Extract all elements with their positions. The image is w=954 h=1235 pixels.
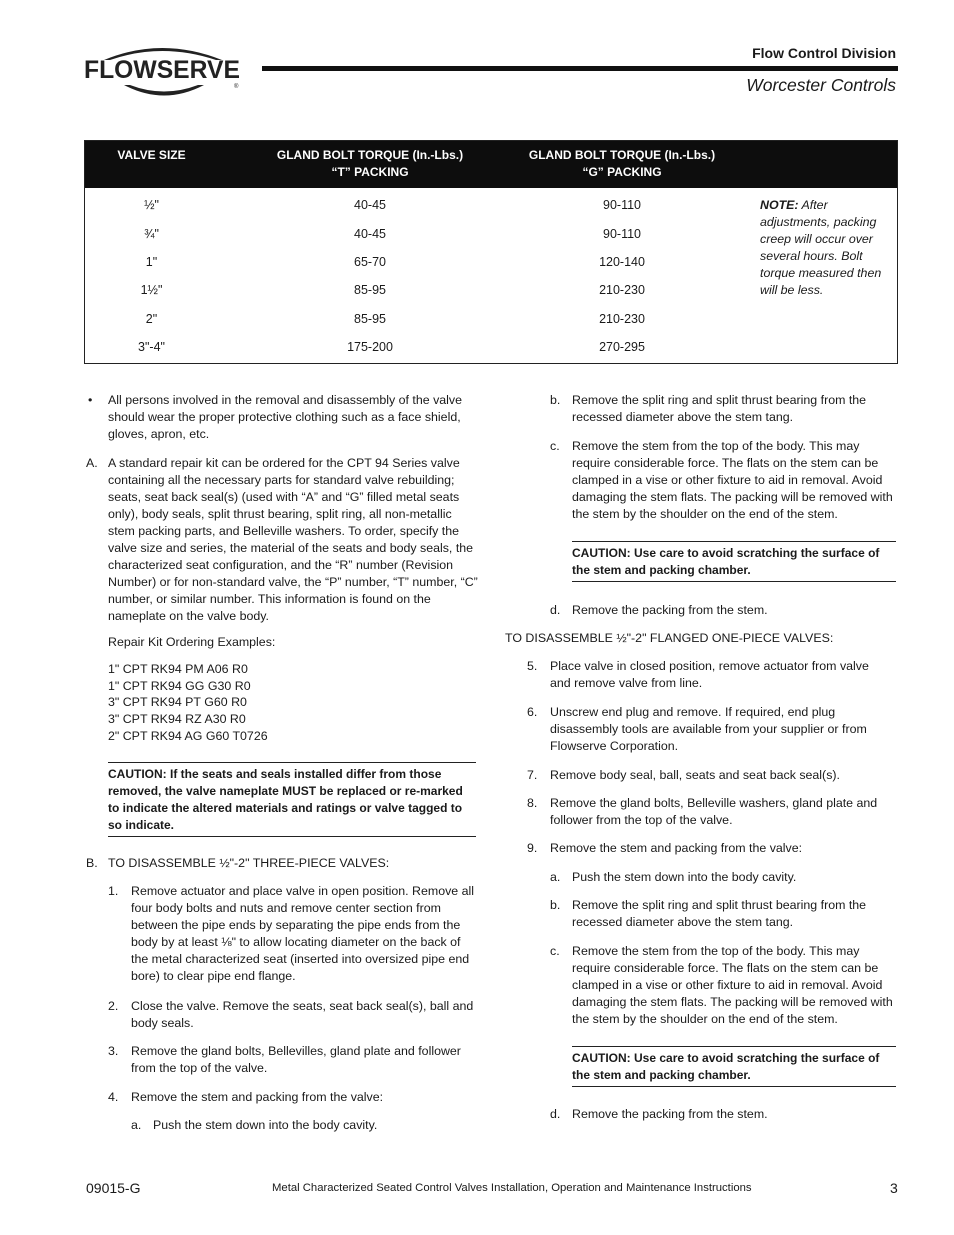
cell-size: 1½" [140, 283, 163, 297]
cell-t: 85-95 [354, 283, 386, 297]
header-g-packing: GLAND BOLT TORQUE (In.-Lbs.) “G” PACKING [528, 148, 716, 179]
sub-step-mark: d. [550, 1107, 561, 1121]
step-number: 3. [108, 1044, 119, 1058]
step-number: 7. [527, 768, 538, 782]
caution-stem-1: CAUTION: Use care to avoid scratching the surface of the stem and packing chamber. [572, 541, 896, 582]
table-note [760, 197, 890, 299]
cell-g: 90-110 [603, 227, 641, 241]
kit-example: 1" CPT RK94 PM A06 R0 [108, 662, 248, 676]
step-text: Place valve in closed position, remove actuator from valve and remove valve from line. [550, 659, 869, 690]
sub-step-mark: a. [550, 870, 561, 884]
examples-label: Repair Kit Ordering Examples: [108, 635, 276, 649]
sub-step-mark: c. [550, 439, 560, 453]
sub-step-text: Remove the split ring and split thrust bearing from the recessed diameter above the stem tang. [572, 393, 867, 424]
step-number: 9. [527, 841, 538, 855]
cell-size: 3"-4" [138, 340, 165, 354]
step-text: Remove body seal, ball, seats and seat back seal(s). [550, 768, 840, 782]
repair-kit-paragraph: A standard repair kit can be ordered for the CPT 94 Series valve containing all the necessary parts for standard valve rebuilding; seats, seat back seal(s) (used with “A” and “G” filled metal seats only), body seals, split thrust bearing, split ring, all non-metallic stem packing parts, and Belleville washers. To order, specify the valve size and series, the material of the seats and body seals, the characterized seat configuration, and the “R” number (Revision Number) or for non-standard valve, the “P” number, “T” number, “C” number, or similar number. This information is found on the nameplate on the valve body. [108, 456, 478, 623]
step-number: 4. [108, 1090, 119, 1104]
step-text: Close the valve. Remove the seats, seat back seal(s), ball and body seals. [131, 999, 474, 1030]
step-number: 8. [527, 796, 538, 810]
division-title: Flow Control Division [752, 45, 896, 61]
brand-name: Worcester Controls [746, 75, 896, 95]
cell-g: 90-110 [603, 198, 641, 212]
cell-g: 120-140 [599, 255, 645, 269]
sub-step-text: Remove the stem from the top of the body. This may require considerable force. The flats on the stem can be clamped in a vise or other fixture to aid in removal. Avoid damaging the stem flats. The packing will be removed with the stem by the shoulder on the end of the stem. [572, 944, 893, 1026]
header-valve-size: VALVE SIZE [117, 148, 186, 162]
step-number: 2. [108, 999, 119, 1013]
cell-size: ½" [144, 198, 159, 212]
cell-t: 40-45 [354, 198, 386, 212]
svg-text:FLOWSERVE: FLOWSERVE [84, 56, 240, 84]
flowserve-logo [84, 38, 244, 100]
header-t-packing: GLAND BOLT TORQUE (In.-Lbs.) “T” PACKING [276, 148, 464, 179]
cell-t: 85-95 [354, 312, 386, 326]
kit-example: 3" CPT RK94 PT G60 R0 [108, 695, 247, 709]
caution-nameplate: CAUTION: If the seats and seals installed differ from those removed, the valve nameplate MUST be replaced or re-marked to indicate the altered materials and ratings or valve tagged to so indicate. [108, 762, 476, 837]
sub-step-mark: c. [550, 944, 560, 958]
sub-step-text: Remove the stem from the top of the body. This may require considerable force. The flats on the stem can be clamped in a vise or other fixture to aid in removal. Avoid damaging the stem flats. The packing will be removed with the stem by the shoulder on the end of the stem. [572, 439, 893, 521]
sub-step-text: Push the stem down into the body cavity. [153, 1118, 378, 1132]
cell-t: 40-45 [354, 227, 386, 241]
safety-bullet: All persons involved in the removal and disassembly of the valve should wear the proper protective clothing such as a face shield, gloves, apron, etc. [108, 393, 463, 441]
note-label: NOTE: [760, 198, 799, 212]
kit-example: 2" CPT RK94 AG G60 T0726 [108, 729, 268, 743]
sub-step-text: Remove the packing from the stem. [572, 1107, 768, 1121]
three-piece-heading: TO DISASSEMBLE ½"-2" THREE-PIECE VALVES: [108, 856, 390, 870]
step-text: Remove the stem and packing from the valve: [550, 841, 803, 855]
step-text: Unscrew end plug and remove. If required, end plug disassembly tools are available from your supplier or from Flowserve Corporation. [550, 705, 867, 753]
torque-table [84, 140, 898, 364]
step-text: Remove the gland bolts, Bellevilles, gland plate and follower from the top of the valve. [131, 1044, 461, 1075]
cell-t: 65-70 [354, 255, 386, 269]
step-number: 1. [108, 884, 119, 898]
cell-size: ¾" [144, 227, 159, 241]
flanged-heading: TO DISASSEMBLE ½"-2" FLANGED ONE-PIECE VALVES: [505, 631, 834, 645]
cell-g: 210-230 [599, 312, 645, 326]
document-title: Metal Characterized Seated Control Valves Installation, Operation and Maintenance Instructions [272, 1182, 752, 1194]
bullet-mark: • [88, 393, 93, 407]
cell-t: 175-200 [347, 340, 393, 354]
table-header [85, 141, 897, 188]
step-text: Remove actuator and place valve in open position. Remove all four body bolts and nuts and remove center section from between the pipe ends by separating the pipe ends from the body by at least ⅛" to allow locating diameter on the back of the metal characterized seat (inserted into oversized pipe end bore) to clear pipe end flange. [131, 884, 475, 983]
sub-step-mark: b. [550, 898, 561, 912]
step-number: 5. [527, 659, 538, 673]
header-rule [262, 66, 898, 71]
step-text: Remove the stem and packing from the valve: [131, 1090, 384, 1104]
sub-step-text: Remove the packing from the stem. [572, 603, 768, 617]
sub-step-mark: b. [550, 393, 561, 407]
sub-step-text: Remove the split ring and split thrust bearing from the recessed diameter above the stem tang. [572, 898, 867, 929]
cell-g: 270-295 [599, 340, 645, 354]
item-b-mark: B. [86, 856, 98, 870]
sub-step-text: Push the stem down into the body cavity. [572, 870, 797, 884]
item-a-mark: A. [86, 456, 98, 470]
step-text: Remove the gland bolts, Belleville washers, gland plate and follower from the top of the valve. [550, 796, 878, 827]
cell-size: 1" [145, 255, 158, 269]
note-text: After adjustments, packing creep will occur over several hours. Bolt torque measured then will be less. [760, 198, 882, 297]
kit-example: 3" CPT RK94 RZ A30 R0 [108, 712, 246, 726]
page-number: 3 [890, 1180, 898, 1196]
svg-text:®: ® [234, 84, 239, 90]
cell-g: 210-230 [599, 283, 645, 297]
document-number: 09015-G [86, 1180, 141, 1196]
sub-step-mark: a. [131, 1118, 142, 1132]
caution-stem-2: CAUTION: Use care to avoid scratching the surface of the stem and packing chamber. [572, 1046, 896, 1087]
kit-example: 1" CPT RK94 GG G30 R0 [108, 679, 251, 693]
step-number: 6. [527, 705, 538, 719]
sub-step-mark: d. [550, 603, 561, 617]
cell-size: 2" [145, 312, 158, 326]
